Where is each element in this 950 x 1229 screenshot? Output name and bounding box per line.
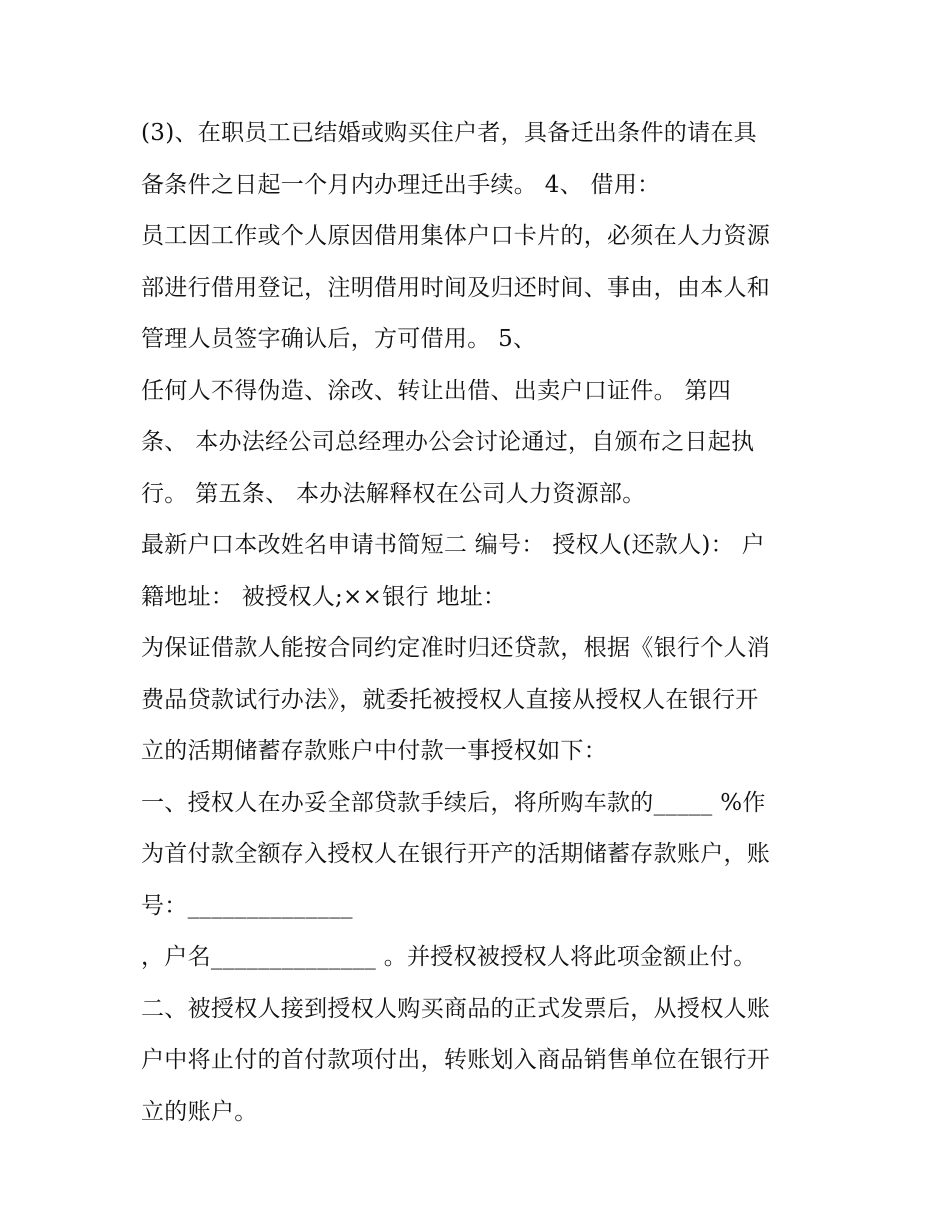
text-line: 行。 第五条、 本办法解释权在公司人力资源部。 [141, 480, 646, 507]
text-line: 一、授权人在办妥全部贷款手续后，将所购车款的_____ %作 [141, 789, 766, 816]
text-line: 籍地址： 被授权人;××银行 地址： [141, 583, 507, 610]
text-line: 号：______________ [141, 892, 353, 919]
text-line: 为保证借款人能按合同约定准时归还贷款，根据《银行个人消 [141, 635, 771, 661]
text-line: ，户名______________ 。并授权被授权人将此项金额止付。 [141, 944, 757, 970]
text-line: 立的账户。 [141, 1098, 258, 1125]
text-line: 立的活期储蓄存款账户中付款一事授权如下： [141, 738, 607, 764]
document-body [141, 108, 831, 1138]
text-line: 为首付款全额存入授权人在银行开产的活期储蓄存款账户，账 [141, 841, 771, 867]
text-line: 户中将止付的首付款项付出，转账划入商品销售单位在银行开 [141, 1047, 771, 1073]
text-line: 二、被授权人接到授权人购买商品的正式发票后，从授权人账 [141, 995, 771, 1022]
text-line: (3)、在职员工已结婚或购买住户者，具备迁出条件的请在具 [141, 120, 757, 146]
text-line: 任何人不得伪造、涂改、转让出借、出卖户口证件。 第四 [141, 377, 732, 404]
text-line: 费品贷款试行办法》，就委托被授权人直接从授权人在银行开 [141, 686, 759, 713]
text-line: 备条件之日起一个月内办理迁出手续。 4、 借用： [141, 171, 661, 198]
text-line: 最新户口本改姓名申请书简短二 编号： 授权人(还款人)： 户 [141, 532, 765, 558]
text-line: 员工因工作或个人原因借用集体户口卡片的，必须在人力资源 [141, 223, 771, 249]
text-line: 部进行借用登记，注明借用时间及归还时间、事由，由本人和 [141, 274, 771, 301]
text-line: 条、 本办法经公司总经理办公会讨论通过，自颁布之日起执 [141, 429, 755, 455]
text-line: 管理人员签字确认后，方可借用。 5、 [141, 326, 537, 352]
